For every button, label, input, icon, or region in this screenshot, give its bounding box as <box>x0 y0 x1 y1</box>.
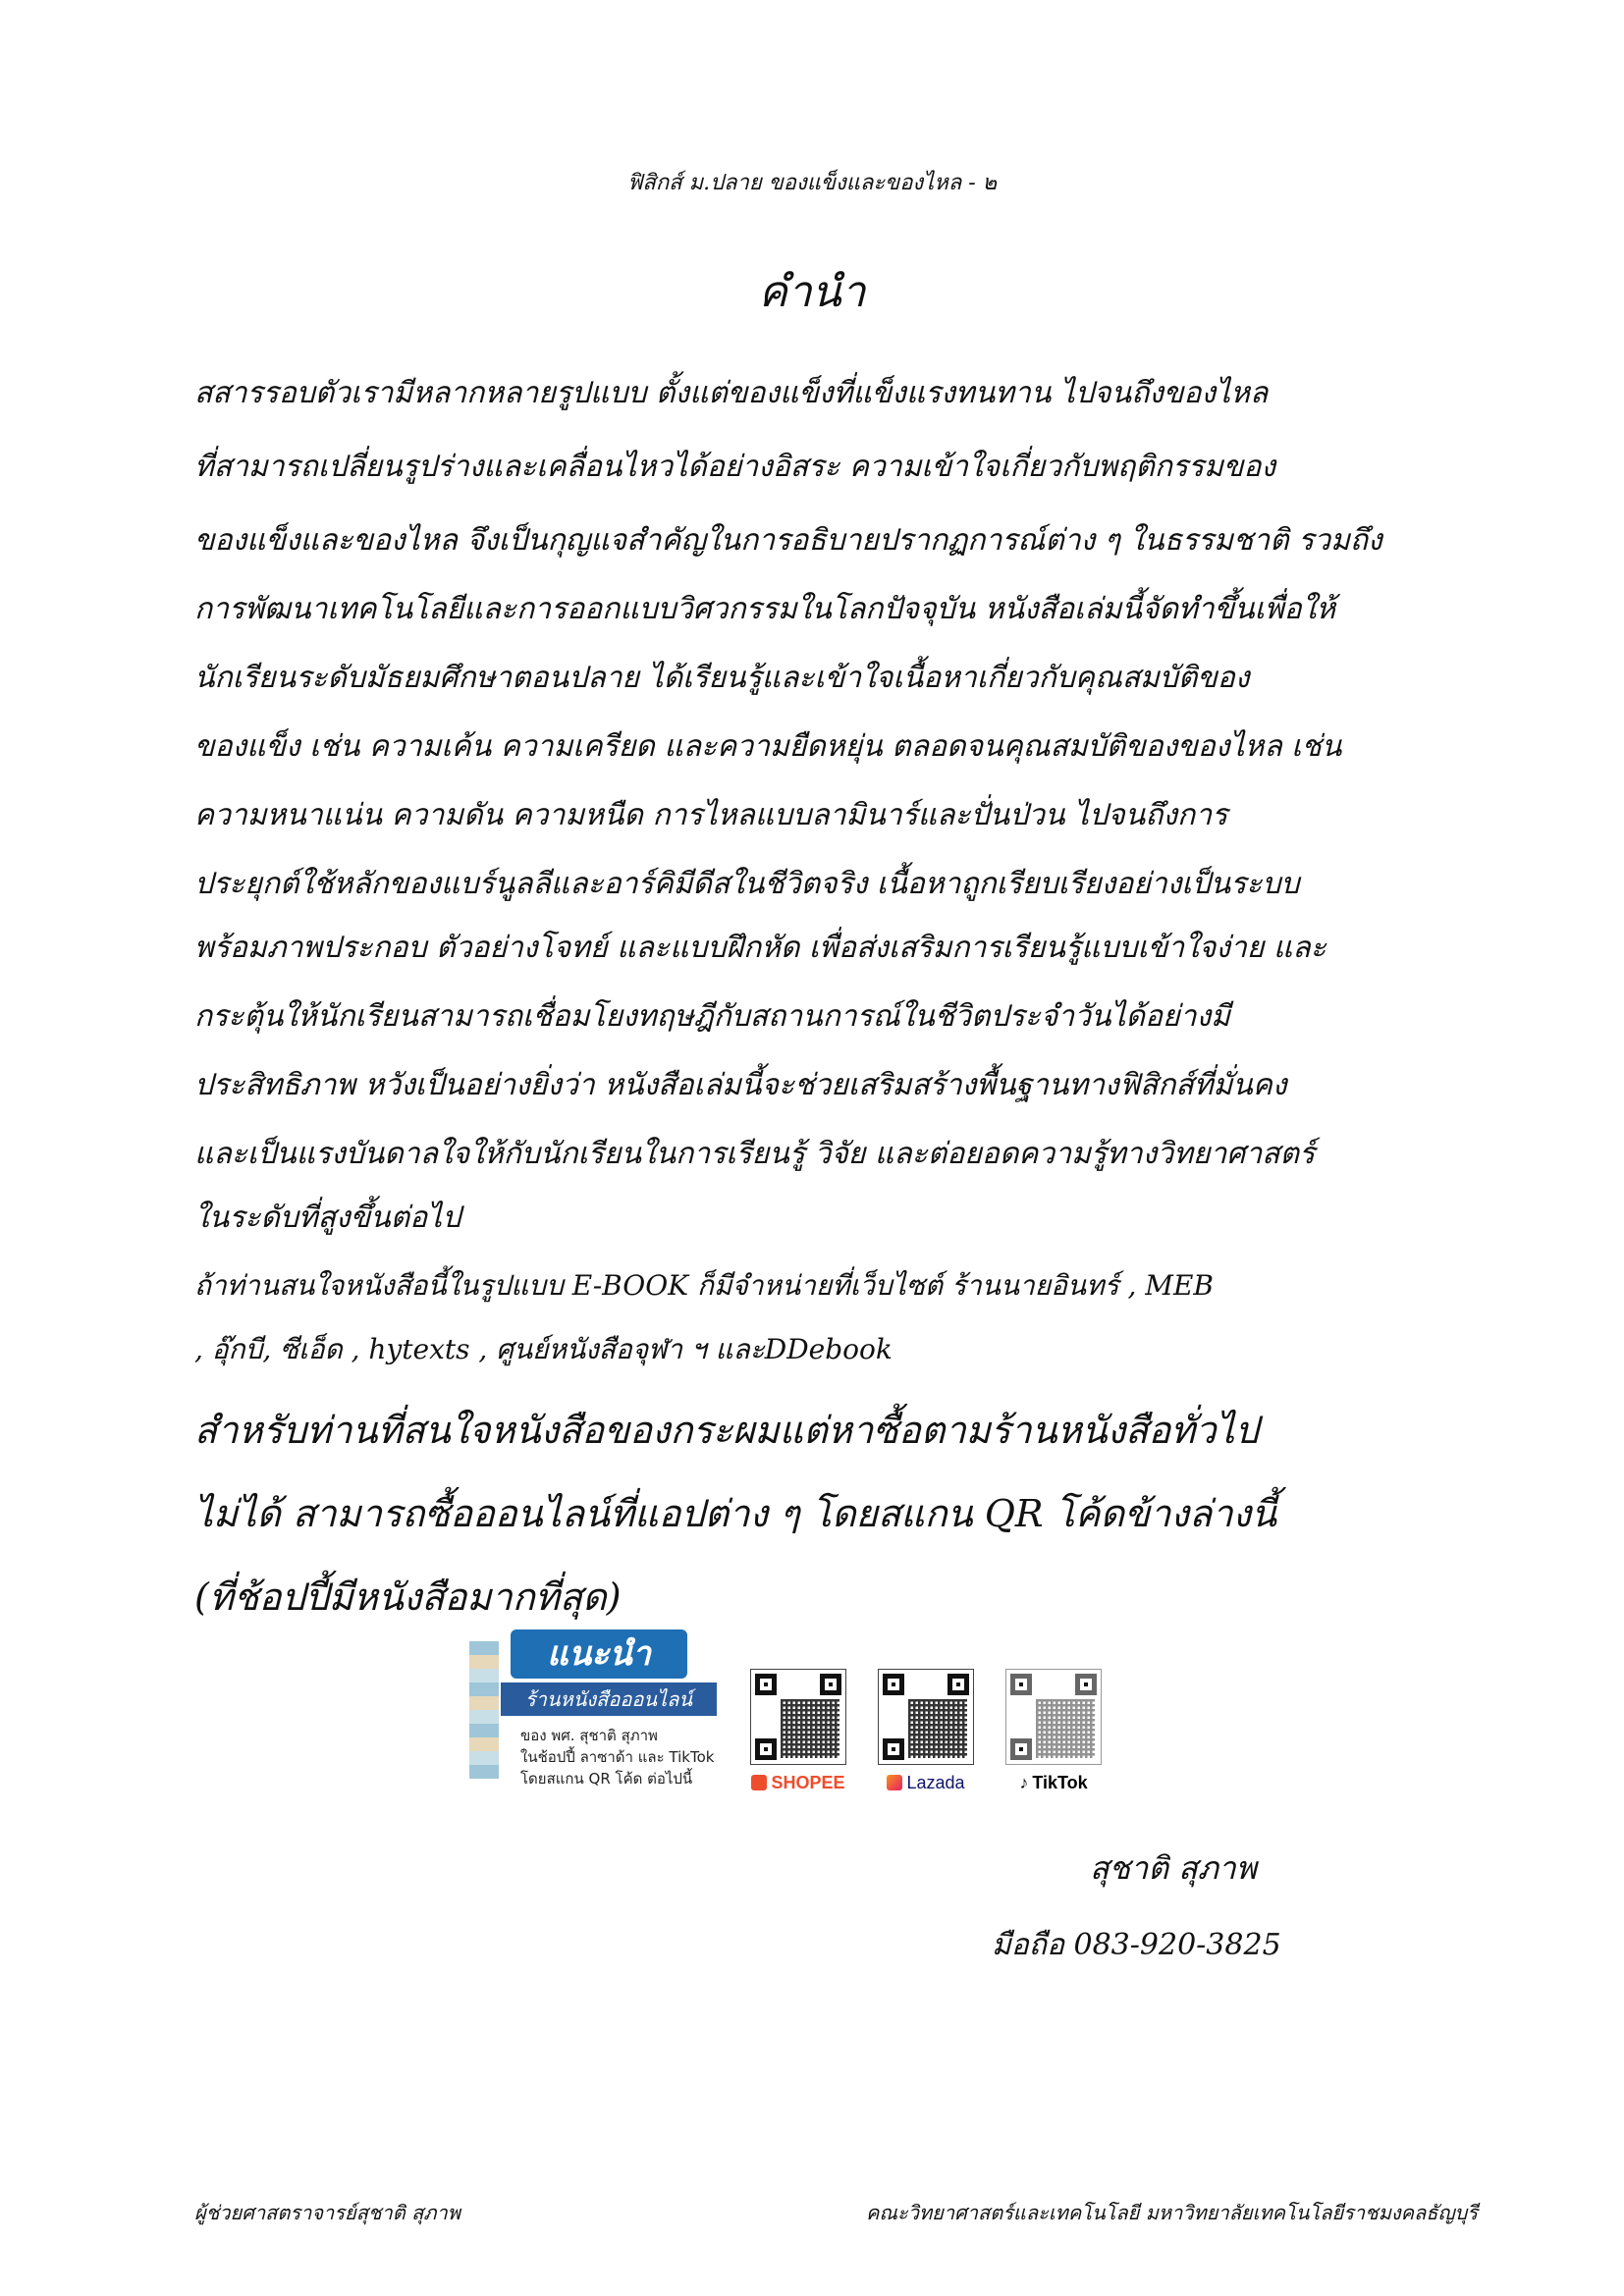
preface-line: และเป็นแรงบันดาลใจให้กับนักเรียนในการเรียนรู้ วิจัย และต่อยอดความรู้ทางวิทยาศาสตร์ <box>194 1137 1316 1171</box>
ebook-line: , อุ๊กบี, ซีเอ็ด , hytexts , ศูนย์หนังสือจุฬา ฯ และDDebook <box>194 1333 893 1365</box>
promo-subtitle: ร้านหนังสือออนไลน์ <box>501 1682 717 1716</box>
qr-tiktok[interactable] <box>1000 1669 1108 1793</box>
qr-code-icon <box>878 1669 974 1765</box>
lazada-label: Lazada <box>872 1773 980 1793</box>
shopee-label: SHOPEE <box>744 1773 852 1793</box>
lazada-heart-icon <box>887 1775 902 1790</box>
promo-banner <box>469 1622 734 1798</box>
purchase-line: (ที่ช้อปปี้มีหนังสือมากที่สุด) <box>194 1575 622 1619</box>
promo-line: โดยสแกน QR โค้ด ต่อไปนี้ <box>520 1770 693 1788</box>
footer-institution: คณะวิทยาศาสตร์และเทคโนโลยี มหาวิทยาลัยเทคโนโลยีราชมงคลธัญบุรี <box>866 2201 1478 2224</box>
promo-line: ของ พศ. สุชาติ สุภาพ <box>520 1727 658 1744</box>
preface-line: พร้อมภาพประกอบ ตัวอย่างโจทย์ และแบบฝึกหัด เพื่อส่งเสริมการเรียนรู้แบบเข้าใจง่าย และ <box>194 931 1326 965</box>
page-title: คำนำ <box>758 267 866 317</box>
preface-line: การพัฒนาเทคโนโลยีและการออกแบบวิศวกรรมในโลกปัจจุบัน หนังสือเล่มนี้จัดทำขึ้นเพื่อให้ <box>194 592 1336 626</box>
preface-line: กระตุ้นให้นักเรียนสามารถเชื่อมโยงทฤษฎีกับสถานการณ์ในชีวิตประจำวันได้อย่างมี <box>194 999 1230 1034</box>
promo-badge: แนะนำ <box>511 1629 687 1679</box>
ebook-line: ถ้าท่านสนใจหนังสือนี้ในรูปแบบ E-BOOK ก็มีจำหน่ายที่เว็บไซต์ ร้านนายอินทร์ , MEB <box>194 1269 1214 1302</box>
purchase-line: สำหรับท่านที่สนใจหนังสือของกระผมแต่หาซื้อตามร้านหนังสือทั่วไป <box>194 1409 1259 1452</box>
preface-line: ประสิทธิภาพ หวังเป็นอย่างยิ่งว่า หนังสือเล่มนี้จะช่วยเสริมสร้างพื้นฐานทางฟิสิกส์ที่มั่นคง <box>194 1068 1287 1102</box>
footer-author: ผู้ช่วยศาสตราจารย์สุชาติ สุภาพ <box>194 2201 460 2224</box>
shopee-bag-icon <box>751 1775 767 1790</box>
qr-lazada[interactable] <box>872 1669 980 1793</box>
tiktok-label: ♪ TikTok <box>1019 1773 1088 1792</box>
qr-code-icon <box>750 1669 846 1765</box>
preface-line: ของแข็งและของไหล จึงเป็นกุญแจสำคัญในการอธิบายปรากฏการณ์ต่าง ๆ ในธรรมชาติ รวมถึง <box>194 523 1382 558</box>
signature-phone: มือถือ 083-920-3825 <box>992 1928 1281 1962</box>
preface-line: สสารรอบตัวเรามีหลากหลายรูปแบบ ตั้งแต่ของแข็งที่แข็งแรงทนทาน ไปจนถึงของไหล <box>194 376 1269 410</box>
preface-line: ความหนาแน่น ความดัน ความหนืด การไหลแบบลามินาร์และปั่นป่วน ไปจนถึงการ <box>194 798 1228 832</box>
tiktok-note-icon: ♪ <box>1019 1773 1029 1792</box>
preface-line: นักเรียนระดับมัธยมศึกษาตอนปลาย ได้เรียนรู้และเข้าใจเนื้อหาเกี่ยวกับคุณสมบัติของ <box>194 661 1250 695</box>
preface-line: ที่สามารถเปลี่ยนรูปร่างและเคลื่อนไหวได้อย่างอิสระ ความเข้าใจเกี่ยวกับพฤติกรรมของ <box>194 450 1276 484</box>
purchase-line: ไม่ได้ สามารถซื้อออนไลน์ที่แอปต่าง ๆ โดยสแกน QR โค้ดข้างล่างนี้ <box>194 1492 1277 1535</box>
preface-line: ของแข็ง เช่น ความเค้น ความเครียด และความยืดหยุ่น ตลอดจนคุณสมบัติของของไหล เช่น <box>194 729 1342 764</box>
signature-name: สุชาติ สุภาพ <box>1090 1849 1257 1887</box>
qr-shopee[interactable] <box>744 1669 852 1793</box>
book-stack-icon <box>469 1641 499 1779</box>
qr-code-icon <box>1005 1669 1102 1765</box>
promo-line: ในช้อปปี้ ลาซาด้า และ TikTok <box>520 1748 715 1766</box>
preface-line: ในระดับที่สูงขึ้นต่อไป <box>194 1201 461 1235</box>
preface-line: ประยุกต์ใช้หลักของแบร์นูลลีและอาร์คิมีดีสในชีวิตจริง เนื้อหาถูกเรียบเรียงอย่างเป็นระบบ <box>194 867 1300 901</box>
running-header: ฟิสิกส์ ม.ปลาย ของแข็งและของไหล - ๒ <box>626 171 998 195</box>
